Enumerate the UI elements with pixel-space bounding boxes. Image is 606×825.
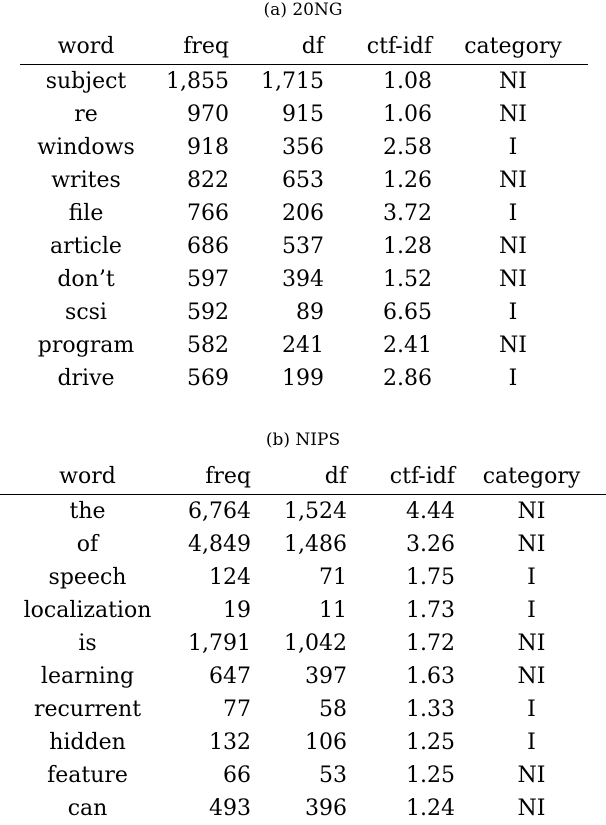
cell-word: of — [76, 532, 99, 557]
cell-df: 356 — [282, 135, 324, 160]
cell-df: 1,715 — [261, 69, 324, 94]
cell-word: can — [67, 796, 108, 821]
cell-freq: 766 — [187, 201, 229, 226]
cell-word: scsi — [65, 300, 107, 325]
cell-df: 396 — [305, 796, 347, 821]
table-row — [20, 230, 588, 263]
cell-category: NI — [499, 333, 527, 358]
table-row — [0, 792, 606, 825]
cell-freq: 19 — [223, 598, 251, 623]
cell-df: 1,486 — [284, 532, 347, 557]
cell-category: I — [508, 366, 518, 391]
cell-ctf-idf: 4.44 — [406, 499, 455, 524]
cell-df: 915 — [282, 102, 324, 127]
cell-word: don’t — [57, 267, 115, 292]
header-freq: freq — [183, 34, 229, 59]
table-b-nips — [0, 460, 606, 825]
cell-category: NI — [499, 234, 527, 259]
cell-word: drive — [57, 366, 115, 391]
cell-ctf-idf: 1.75 — [406, 565, 455, 590]
cell-category: I — [527, 565, 536, 590]
cell-word: the — [69, 499, 106, 524]
header-word: word — [59, 464, 116, 489]
cell-ctf-idf: 1.06 — [383, 102, 432, 127]
cell-ctf-idf: 1.24 — [406, 796, 455, 821]
cell-category: NI — [499, 69, 527, 94]
cell-category: NI — [517, 796, 546, 821]
cell-ctf-idf: 1.73 — [406, 598, 455, 623]
cell-category: I — [527, 730, 536, 755]
cell-freq: 970 — [187, 102, 229, 127]
table-row — [20, 98, 588, 131]
cell-ctf-idf: 1.33 — [406, 697, 455, 722]
cell-ctf-idf: 1.25 — [406, 763, 455, 788]
cell-freq: 686 — [187, 234, 229, 259]
cell-category: NI — [517, 763, 546, 788]
cell-ctf-idf: 3.26 — [406, 532, 455, 557]
table-row — [20, 65, 588, 99]
table-a-20ng — [20, 30, 588, 395]
cell-word: localization — [23, 598, 152, 623]
header-ctf-idf: ctf-idf — [366, 34, 432, 59]
table-row — [0, 528, 606, 561]
cell-freq: 597 — [187, 267, 229, 292]
cell-category: I — [508, 300, 518, 325]
cell-ctf-idf: 2.41 — [383, 333, 432, 358]
cell-freq: 592 — [187, 300, 229, 325]
header-df: df — [301, 34, 324, 59]
cell-df: 58 — [319, 697, 347, 722]
cell-category: I — [527, 697, 536, 722]
header-df: df — [324, 464, 347, 489]
table-row — [0, 759, 606, 792]
header-category: category — [464, 34, 562, 59]
cell-df: 241 — [282, 333, 324, 358]
cell-df: 106 — [305, 730, 347, 755]
cell-ctf-idf: 1.72 — [406, 631, 455, 656]
cell-freq: 77 — [223, 697, 251, 722]
cell-ctf-idf: 1.08 — [383, 69, 432, 94]
cell-word: recurrent — [33, 697, 142, 722]
cell-freq: 124 — [209, 565, 251, 590]
cell-category: NI — [517, 532, 546, 557]
table-row — [0, 726, 606, 759]
cell-freq: 66 — [223, 763, 251, 788]
cell-ctf-idf: 3.72 — [383, 201, 432, 226]
header-category: category — [482, 464, 581, 489]
cell-word: article — [50, 234, 122, 259]
cell-word: writes — [51, 168, 121, 193]
cell-freq: 493 — [209, 796, 251, 821]
table-row — [20, 329, 588, 362]
table-a-caption: (a) 20NG — [263, 0, 343, 20]
cell-freq: 132 — [209, 730, 251, 755]
cell-df: 199 — [282, 366, 324, 391]
cell-category: I — [527, 598, 536, 623]
cell-word: feature — [47, 763, 128, 788]
cell-freq: 647 — [209, 664, 251, 689]
header-ctf-idf: ctf-idf — [389, 464, 455, 489]
header-freq: freq — [205, 464, 251, 489]
cell-category: NI — [499, 168, 527, 193]
table-row — [20, 362, 588, 395]
cell-ctf-idf: 1.52 — [383, 267, 432, 292]
table-row — [0, 693, 606, 726]
cell-df: 394 — [282, 267, 324, 292]
cell-ctf-idf: 1.63 — [406, 664, 455, 689]
header-word: word — [57, 34, 115, 59]
cell-word: subject — [45, 69, 127, 94]
table-b-caption: (b) NIPS — [265, 430, 341, 450]
table-row — [0, 561, 606, 594]
cell-freq: 582 — [187, 333, 229, 358]
cell-df: 71 — [319, 565, 347, 590]
cell-word: speech — [48, 565, 127, 590]
table-row — [20, 296, 588, 329]
cell-ctf-idf: 1.28 — [383, 234, 432, 259]
cell-df: 206 — [282, 201, 324, 226]
cell-category: NI — [517, 631, 546, 656]
cell-df: 1,524 — [284, 499, 347, 524]
cell-category: NI — [499, 267, 527, 292]
table-row — [0, 495, 606, 529]
cell-word: re — [74, 102, 98, 127]
cell-df: 89 — [296, 300, 324, 325]
cell-freq: 4,849 — [188, 532, 251, 557]
cell-df: 653 — [282, 168, 324, 193]
cell-category: NI — [499, 102, 527, 127]
table-row — [0, 660, 606, 693]
cell-category: I — [508, 201, 518, 226]
table-row — [20, 263, 588, 296]
cell-word: program — [37, 333, 135, 358]
cell-df: 1,042 — [284, 631, 347, 656]
cell-ctf-idf: 2.86 — [383, 366, 432, 391]
cell-ctf-idf: 1.25 — [406, 730, 455, 755]
cell-word: learning — [40, 664, 135, 689]
cell-freq: 1,791 — [188, 631, 251, 656]
table-header-row — [0, 460, 606, 495]
cell-ctf-idf: 1.26 — [383, 168, 432, 193]
cell-word: file — [68, 201, 104, 226]
cell-category: NI — [517, 664, 546, 689]
table-row — [20, 164, 588, 197]
cell-category: NI — [517, 499, 546, 524]
table-row — [20, 197, 588, 230]
table-row — [0, 594, 606, 627]
table-header-row — [20, 30, 588, 65]
cell-word: is — [78, 631, 97, 656]
cell-df: 537 — [282, 234, 324, 259]
cell-freq: 822 — [187, 168, 229, 193]
cell-df: 53 — [319, 763, 347, 788]
table-row — [0, 627, 606, 660]
cell-freq: 6,764 — [188, 499, 251, 524]
table-row — [20, 131, 588, 164]
cell-df: 397 — [305, 664, 347, 689]
cell-df: 11 — [319, 598, 347, 623]
cell-ctf-idf: 2.58 — [383, 135, 432, 160]
cell-word: windows — [37, 135, 135, 160]
cell-word: hidden — [49, 730, 126, 755]
cell-freq: 918 — [187, 135, 229, 160]
cell-ctf-idf: 6.65 — [383, 300, 432, 325]
cell-freq: 569 — [187, 366, 229, 391]
cell-freq: 1,855 — [166, 69, 229, 94]
cell-category: I — [508, 135, 518, 160]
